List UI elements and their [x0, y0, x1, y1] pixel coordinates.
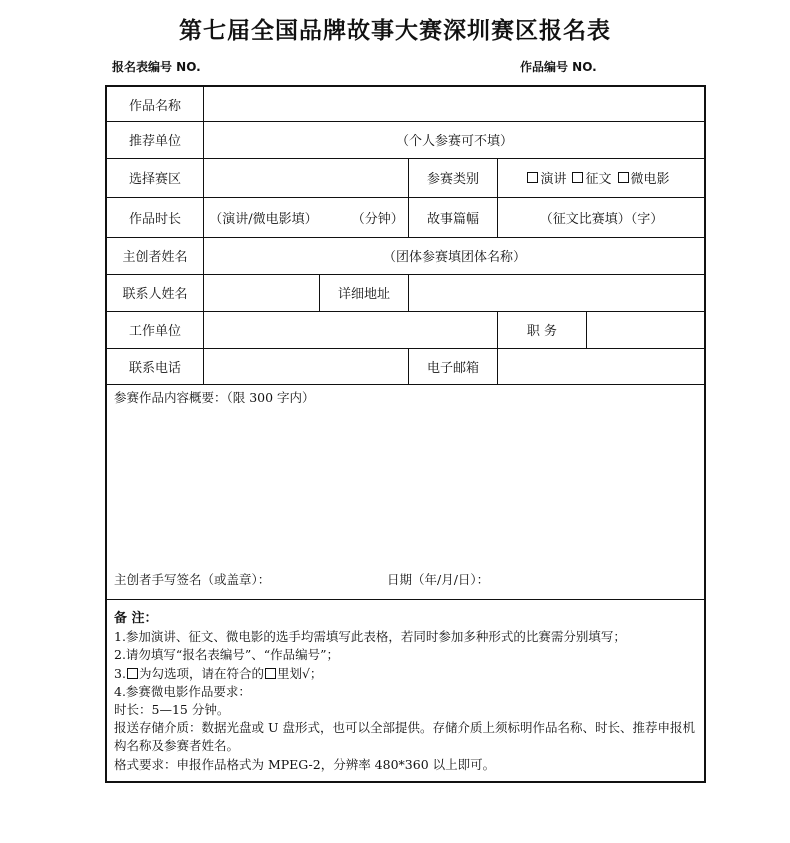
note-line-6: 报送存储介质：数据光盘或 U 盘形式，也可以全部提供。存储介质上须标明作品名称、时长、推荐申报机构名称及参赛者姓名。	[114, 720, 695, 754]
micro-film-option[interactable]	[618, 168, 670, 187]
row-divider	[107, 384, 704, 385]
checkbox-symbol-icon	[265, 668, 276, 679]
signature-label: 主创者手写签名（或盖章）：	[114, 572, 271, 587]
column-divider	[203, 87, 204, 384]
contact-name-label: 联系人姓名	[122, 287, 188, 302]
note-line-2: 2.请勿填写“报名表编号”、“作品编号”；	[114, 647, 339, 663]
recommender-label: 推荐单位	[128, 134, 181, 149]
speech-checkbox[interactable]	[527, 172, 538, 183]
workplace-label: 工作单位	[128, 324, 181, 339]
work-number-label: 作品编号 NO.	[520, 60, 597, 74]
essay-checkbox[interactable]	[572, 172, 583, 183]
position-field[interactable]	[588, 311, 704, 348]
column-divider	[586, 311, 587, 348]
email-label: 电子邮箱	[426, 360, 479, 376]
form-title: 第七届全国品牌故事大赛深圳赛区报名表	[179, 18, 611, 44]
summary-field[interactable]	[107, 405, 704, 565]
date-label: 日期（年/月/日）：	[387, 572, 490, 587]
summary-label: 参赛作品内容概要：（限 300 字内）	[114, 390, 315, 405]
phone-field[interactable]	[205, 348, 408, 384]
checkbox-symbol-icon	[127, 668, 138, 679]
micro-film-option-label: 微电影	[630, 172, 670, 187]
row-divider	[107, 599, 704, 600]
note-line-3-end: 里划√；	[276, 665, 323, 681]
email-field[interactable]	[499, 348, 704, 384]
note-line-1: 1.参加演讲、征文、微电影的选手均需填写此表格，若同时参加多种形式的比赛需分别填写；	[114, 629, 626, 645]
work-name-label: 作品名称	[128, 98, 181, 114]
note-line-7: 格式要求：申报作品格式为 MPEG-2，分辨率 480*360 以上即可。	[114, 756, 496, 772]
category-options	[499, 158, 704, 197]
contact-name-field[interactable]	[205, 274, 319, 311]
region-label: 选择赛区	[128, 172, 181, 187]
note-line-3-number: 3.	[114, 665, 126, 681]
length-label: 故事篇幅	[426, 211, 479, 227]
registration-form	[105, 85, 706, 783]
note-line-3	[114, 665, 702, 683]
creator-field[interactable]: （团体参赛填团体名称）	[382, 250, 526, 265]
notes-section	[114, 610, 702, 774]
note-line-5: 时长：5—15 分钟。	[114, 702, 230, 718]
region-field[interactable]	[205, 158, 408, 197]
phone-label: 联系电话	[128, 360, 181, 376]
creator-label: 主创者姓名	[122, 250, 188, 265]
speech-option[interactable]	[527, 168, 566, 187]
address-field[interactable]	[409, 274, 704, 311]
speech-option-label: 演讲	[540, 172, 567, 187]
duration-field[interactable]	[205, 197, 408, 237]
note-line-4: 4.参赛微电影作品要求：	[114, 683, 251, 699]
address-label: 详细地址	[337, 287, 390, 302]
recommender-field[interactable]: （个人参赛可不填）	[395, 134, 513, 149]
column-divider	[497, 158, 498, 237]
workplace-field[interactable]	[205, 311, 497, 348]
micro-film-checkbox[interactable]	[618, 172, 629, 183]
work-name-field[interactable]	[205, 87, 704, 121]
duration-label: 作品时长	[128, 211, 181, 227]
category-label: 参赛类别	[426, 172, 479, 187]
position-label: 职 务	[526, 324, 558, 339]
length-field[interactable]: （征文比赛填）（字）	[539, 211, 664, 227]
note-line-3-middle: 为勾选项，请在符合的	[138, 665, 264, 681]
duration-hint: （演讲/微电影填）	[209, 211, 318, 227]
essay-option[interactable]	[572, 168, 611, 187]
duration-unit: （分钟）	[351, 211, 404, 227]
notes-title: 备 注：	[114, 611, 158, 626]
registration-number-label: 报名表编号 NO.	[112, 60, 201, 74]
essay-option-label: 征文	[585, 172, 612, 187]
column-divider	[497, 348, 498, 384]
